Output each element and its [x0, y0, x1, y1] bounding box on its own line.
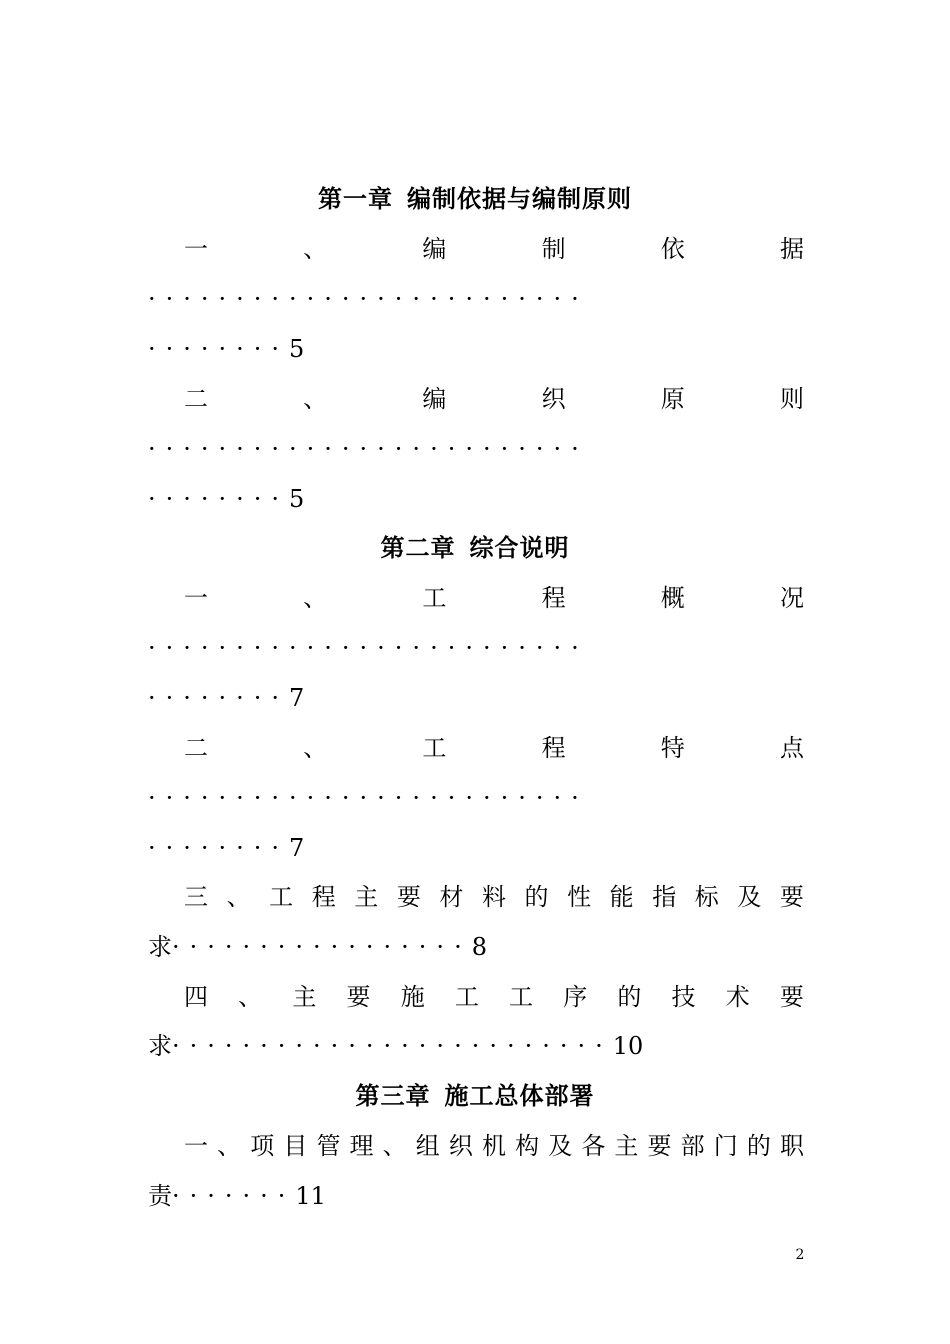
toc-page-number: 8 [471, 933, 487, 961]
toc-char: 及 [548, 1132, 573, 1160]
toc-char: 程 [541, 734, 566, 762]
toc-entry-heading[interactable] [184, 882, 804, 912]
toc-char: 的 [524, 883, 549, 911]
toc-char: 工 [422, 584, 447, 612]
toc-char: 及 [737, 883, 762, 911]
toc-char: 材 [439, 883, 464, 911]
toc-char: 三 [184, 883, 208, 911]
toc-char: 项 [250, 1132, 275, 1160]
chapter-title: 编制依据与编制原则 [407, 184, 632, 213]
toc-char: 料 [481, 883, 506, 911]
toc-char: 组 [415, 1132, 440, 1160]
toc-continuation: 责 [148, 1182, 172, 1210]
toc-char: 工 [454, 983, 479, 1011]
toc-char: 职 [779, 1132, 804, 1160]
toc-tail-dots: ······· [172, 1182, 296, 1210]
toc-char: 据 [779, 235, 804, 263]
toc-char: 要 [779, 983, 804, 1011]
toc-char: 主 [354, 883, 379, 911]
chapter-title: 综合说明 [469, 533, 570, 562]
toc-char: 、 [226, 883, 251, 911]
toc-char: 四 [184, 983, 208, 1011]
toc-char: 、 [303, 734, 328, 762]
toc-char: 一 [184, 1132, 208, 1160]
toc-char: 的 [617, 983, 642, 1011]
toc-page-number: 7 [289, 684, 305, 712]
toc-page-number: 10 [612, 1032, 644, 1060]
toc-char: 工 [269, 883, 294, 911]
toc-leader-tail [148, 683, 804, 713]
toc-entry-heading[interactable] [184, 1131, 804, 1161]
chapter-heading-3 [0, 1081, 950, 1111]
toc-char: 指 [652, 883, 677, 911]
chapter-title: 施工总体部署 [444, 1081, 595, 1110]
toc-char: 技 [671, 983, 696, 1011]
toc-leader-tail [148, 1181, 804, 1211]
toc-entry-heading[interactable] [184, 733, 804, 763]
toc-char: 术 [725, 983, 750, 1011]
toc-leader-tail [148, 932, 804, 962]
toc-char: 则 [779, 385, 804, 413]
toc-char: 标 [694, 883, 719, 911]
toc-leader-tail [148, 334, 804, 364]
toc-char: 、 [303, 385, 328, 413]
toc-char: 二 [184, 385, 208, 413]
toc-char: 依 [660, 235, 685, 263]
toc-char: 、 [238, 983, 263, 1011]
toc-char: 编 [422, 385, 447, 413]
toc-char: 织 [448, 1132, 473, 1160]
toc-char: 构 [515, 1132, 540, 1160]
toc-entry-heading[interactable] [184, 982, 804, 1012]
toc-leader-tail [148, 1031, 804, 1061]
toc-tail-dots: ········ [148, 485, 290, 513]
toc-char: 能 [609, 883, 634, 911]
toc-leader-dots: ························· [148, 435, 589, 463]
toc-char: 特 [660, 734, 685, 762]
toc-char: 一 [184, 584, 208, 612]
toc-leader-tail [148, 484, 804, 514]
toc-leader-dots: ························· [148, 634, 589, 662]
toc-char: 目 [283, 1132, 308, 1160]
toc-char: 性 [567, 883, 592, 911]
toc-leader-dots: ························· [148, 285, 589, 313]
toc-leader-dots: ························· [148, 784, 589, 812]
toc-page-number: 7 [289, 834, 305, 862]
toc-char: 施 [400, 983, 425, 1011]
toc-char: 部 [680, 1132, 705, 1160]
toc-char: 织 [541, 385, 566, 413]
toc-page-number: 5 [289, 485, 305, 513]
toc-char: 程 [541, 584, 566, 612]
chapter-label: 第二章 [380, 533, 456, 562]
toc-char: 、 [303, 584, 328, 612]
toc-char: 主 [292, 983, 317, 1011]
toc-char: 、 [217, 1132, 242, 1160]
toc-entry-heading[interactable] [184, 384, 804, 414]
chapter-heading-1 [0, 184, 950, 214]
toc-char: 各 [581, 1132, 606, 1160]
toc-char: 二 [184, 734, 208, 762]
chapter-label: 第一章 [318, 184, 393, 213]
toc-char: 点 [779, 734, 804, 762]
toc-char: 的 [746, 1132, 771, 1160]
toc-char: 机 [481, 1132, 506, 1160]
toc-entry-heading[interactable] [184, 234, 804, 264]
toc-char: 一 [184, 235, 208, 263]
toc-page-number: 5 [289, 335, 305, 363]
toc-char: 概 [660, 584, 685, 612]
toc-tail-dots: ········ [148, 684, 290, 712]
toc-tail-dots: ························· [172, 1032, 613, 1060]
toc-char: 工 [509, 983, 534, 1011]
toc-char: 编 [422, 235, 447, 263]
toc-char: 制 [541, 235, 566, 263]
toc-char: 要 [647, 1132, 672, 1160]
toc-tail-dots: ················· [172, 933, 472, 961]
chapter-label: 第三章 [355, 1081, 431, 1110]
toc-char: 况 [779, 584, 804, 612]
toc-char: 、 [303, 235, 328, 263]
toc-char: 门 [713, 1132, 738, 1160]
toc-char: 要 [346, 983, 371, 1011]
toc-char: 理 [349, 1132, 374, 1160]
toc-continuation: 求 [148, 1032, 172, 1060]
toc-tail-dots: ········ [148, 834, 290, 862]
toc-char: 序 [563, 983, 588, 1011]
page-number: 2 [795, 1247, 805, 1263]
toc-char: 要 [779, 883, 804, 911]
toc-char: 程 [311, 883, 336, 911]
toc-entry-heading[interactable] [184, 583, 804, 613]
chapter-heading-2 [0, 533, 950, 563]
toc-leader-tail [148, 833, 804, 863]
toc-continuation: 求 [148, 933, 172, 961]
toc-char: 、 [382, 1132, 407, 1160]
toc-char: 要 [396, 883, 421, 911]
toc-tail-dots: ········ [148, 335, 290, 363]
toc-char: 工 [422, 734, 447, 762]
toc-char: 主 [614, 1132, 639, 1160]
toc-page-number: 11 [295, 1182, 326, 1210]
toc-char: 原 [660, 385, 685, 413]
toc-char: 管 [316, 1132, 341, 1160]
